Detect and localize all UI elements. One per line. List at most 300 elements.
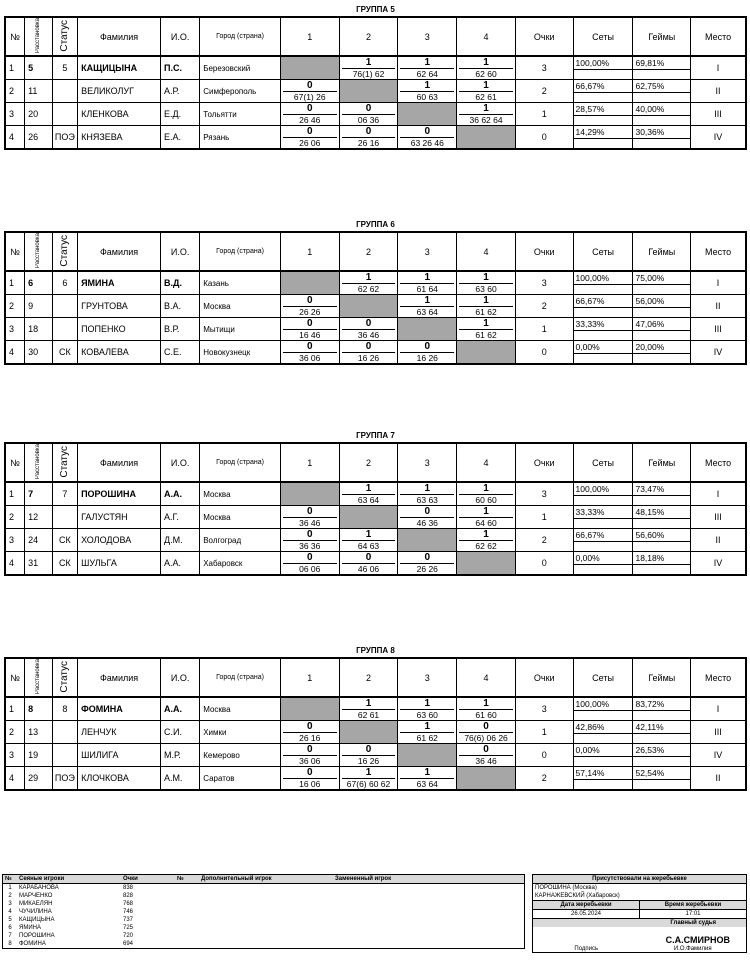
match-result-cell [280, 295, 339, 318]
header-status-text: Статус [59, 660, 71, 693]
player-status [52, 295, 77, 318]
row-number: 4 [5, 552, 25, 576]
match-result-cell [398, 506, 457, 529]
player-place: II [691, 295, 746, 318]
player-place: I [691, 271, 746, 295]
match-score: 36 46 [459, 755, 513, 766]
player-place: III [691, 506, 746, 529]
seeded-num: 7 [8, 933, 12, 939]
match-win-flag: 0 [365, 318, 372, 330]
match-result-cell [339, 482, 398, 506]
seeded-points-header: Очки [121, 875, 175, 884]
match-result-cell [398, 56, 457, 80]
empty-cell [333, 892, 525, 900]
empty-cell [175, 892, 199, 900]
match-result-cell [280, 103, 339, 126]
seeded-row [3, 932, 525, 940]
header-col-4: 4 [457, 232, 516, 271]
player-points: 0 [515, 552, 573, 576]
player-status: СК [52, 341, 77, 365]
match-win-flag: 1 [424, 272, 431, 284]
player-games-percent: 26,53% [633, 744, 690, 757]
header-initials: И.О. [161, 232, 200, 271]
table-row [5, 482, 746, 506]
header-seed [25, 658, 53, 697]
match-win-flag: 0 [306, 126, 313, 138]
match-win-flag: 1 [483, 57, 489, 69]
row-number: 3 [5, 318, 25, 341]
match-score: 63 64 [400, 306, 454, 317]
player-games-cell [633, 103, 691, 126]
group-table [4, 16, 747, 150]
header-col-4: 4 [457, 17, 516, 56]
player-points: 1 [515, 318, 573, 341]
header-col-2: 2 [339, 443, 398, 482]
player-games-cell [633, 271, 691, 295]
match-win-flag: 1 [483, 318, 489, 330]
table-row [5, 56, 746, 80]
player-status: 6 [52, 271, 77, 295]
header-col-2: 2 [339, 658, 398, 697]
match-result-cell [457, 721, 516, 744]
draw-date: 26.05.2024 [570, 911, 602, 917]
seeded-num: 8 [8, 941, 12, 947]
seed-number: 5 [25, 56, 53, 80]
match-score: 62 61 [342, 709, 396, 720]
match-score: 60 63 [400, 91, 454, 102]
player-games-cell [633, 341, 691, 365]
header-city: Город (страна) [200, 443, 281, 482]
player-surname: ЯМИНА [78, 271, 161, 295]
player-status: ПОЭ [52, 126, 77, 150]
player-sets-percent: 42,86% [574, 721, 633, 734]
seeded-name: КАРАБАНОВА [19, 885, 59, 891]
player-points: 2 [515, 529, 573, 552]
player-games-cell [633, 126, 691, 150]
present-name: ПОРОШИНА (Москва) [535, 885, 597, 891]
match-win-flag: 0 [306, 103, 313, 115]
match-score: 06 36 [342, 114, 396, 125]
player-place: I [691, 482, 746, 506]
player-city: Саратов [200, 767, 281, 791]
header-status [52, 658, 77, 697]
player-games-percent: 47,06% [633, 318, 690, 331]
match-result-cell [280, 80, 339, 103]
player-games-cell [633, 721, 691, 744]
table-row [5, 767, 746, 791]
seeded-num: 1 [8, 885, 12, 891]
player-initials: Е.А. [161, 126, 200, 150]
match-score: 64 60 [459, 517, 513, 528]
empty-cell [175, 916, 199, 924]
player-surname: КОВАЛЕВА [78, 341, 161, 365]
match-result-cell [398, 295, 457, 318]
seeded-name: ПОРОШИНА [19, 933, 55, 939]
match-result-cell [457, 103, 516, 126]
header-col-3: 3 [398, 232, 457, 271]
self-match-cell [280, 56, 339, 80]
match-result-cell [457, 295, 516, 318]
row-number: 1 [5, 482, 25, 506]
group-title: ГРУППА 6 [356, 220, 395, 229]
player-sets-percent: 33,33% [574, 506, 633, 519]
match-score: 61 62 [459, 329, 513, 340]
player-city: Казань [200, 271, 281, 295]
player-surname: КАЩИЦЫНА [78, 56, 161, 80]
self-match-cell [280, 271, 339, 295]
player-points: 2 [515, 80, 573, 103]
player-place: III [691, 103, 746, 126]
match-win-flag: 0 [306, 80, 313, 92]
seeded-num-header: № [3, 875, 18, 884]
empty-cell [199, 924, 333, 932]
player-sets-percent: 100,00% [574, 57, 633, 70]
match-win-flag: 1 [365, 529, 372, 541]
group-title: ГРУППА 5 [356, 5, 395, 14]
seed-number: 12 [25, 506, 53, 529]
player-surname: ГРУНТОВА [78, 295, 161, 318]
player-city: Мытищи [200, 318, 281, 341]
table-row [5, 341, 746, 365]
player-surname: КНЯЗЕВА [78, 126, 161, 150]
player-initials: М.Р. [161, 744, 200, 767]
match-win-flag: 1 [424, 483, 431, 495]
player-sets-percent: 100,00% [574, 698, 633, 711]
match-result-cell [339, 767, 398, 791]
chief-judge-label: Главный судья [670, 920, 716, 926]
player-sets-cell [573, 126, 633, 150]
draw-time: 17:01 [639, 910, 746, 918]
player-sets-percent: 33,33% [574, 318, 633, 331]
match-win-flag: 0 [306, 318, 313, 330]
seeded-row [3, 940, 525, 949]
player-status [52, 744, 77, 767]
seed-number: 24 [25, 529, 53, 552]
player-sets-cell [573, 744, 633, 767]
player-sets-percent: 14,29% [574, 126, 633, 139]
match-score: 06 06 [283, 563, 337, 574]
match-win-flag: 1 [483, 103, 489, 115]
player-sets-cell [573, 529, 633, 552]
match-score: 26 16 [283, 732, 337, 743]
fio-label: И.О.Фамилия [673, 946, 712, 952]
match-result-cell [398, 697, 457, 721]
match-result-cell [280, 529, 339, 552]
header-city: Город (страна) [200, 658, 281, 697]
empty-cell [199, 908, 333, 916]
header-initials: И.О. [161, 658, 200, 697]
seed-number: 11 [25, 80, 53, 103]
self-match-cell [280, 482, 339, 506]
row-number: 1 [5, 271, 25, 295]
match-win-flag: 1 [483, 272, 489, 284]
header-place: Место [691, 658, 746, 697]
player-games-percent: 20,00% [633, 341, 690, 354]
player-status [52, 318, 77, 341]
player-points: 3 [515, 56, 573, 80]
player-games-cell [633, 697, 691, 721]
group-5 [4, 4, 747, 150]
match-result-cell [398, 552, 457, 576]
match-score: 16 26 [342, 352, 396, 363]
match-result-cell [398, 341, 457, 365]
seed-number: 29 [25, 767, 53, 791]
empty-cell [333, 932, 525, 940]
match-score: 62 61 [459, 91, 513, 102]
player-place: I [691, 697, 746, 721]
group-title: ГРУППА 8 [356, 646, 395, 655]
player-points: 3 [515, 271, 573, 295]
seeded-name: МИКАЕЛЯН [19, 901, 53, 907]
header-status-text: Статус [59, 445, 71, 478]
player-status [52, 721, 77, 744]
player-surname: ФОМИНА [78, 697, 161, 721]
match-win-flag: 0 [424, 506, 431, 518]
table-row [5, 318, 746, 341]
player-surname: ХОЛОДОВА [78, 529, 161, 552]
match-result-cell [457, 56, 516, 80]
player-place: II [691, 529, 746, 552]
empty-cell [175, 924, 199, 932]
player-city: Химки [200, 721, 281, 744]
match-score: 61 62 [459, 306, 513, 317]
player-sets-percent: 66,67% [574, 80, 633, 93]
seeded-row [3, 892, 525, 900]
seeded-name: МАРЧЕНКО [19, 893, 53, 899]
seed-number: 13 [25, 721, 53, 744]
player-sets-percent: 0,00% [574, 552, 633, 565]
player-status: ПОЭ [52, 767, 77, 791]
match-score: 61 64 [400, 283, 454, 294]
player-sets-cell [573, 721, 633, 744]
empty-cell [175, 932, 199, 940]
player-points: 0 [515, 341, 573, 365]
table-row [5, 271, 746, 295]
seeded-points: 725 [123, 925, 134, 931]
player-points: 0 [515, 126, 573, 150]
self-match-cell [457, 341, 516, 365]
match-score: 16 26 [400, 352, 454, 363]
header-city: Город (страна) [200, 232, 281, 271]
player-city: Новокузнецк [200, 341, 281, 365]
player-initials: Е.Д. [161, 103, 200, 126]
player-status [52, 80, 77, 103]
row-number: 4 [5, 341, 25, 365]
match-score: 76(1) 62 [342, 68, 396, 79]
group-title: ГРУППА 7 [356, 431, 395, 440]
seeded-points: 746 [123, 909, 134, 915]
match-result-cell [457, 744, 516, 767]
match-result-cell [339, 697, 398, 721]
player-games-percent: 30,36% [633, 126, 690, 139]
match-win-flag: 0 [424, 552, 431, 564]
row-number: 2 [5, 506, 25, 529]
player-sets-percent: 100,00% [574, 272, 633, 285]
player-points: 1 [515, 103, 573, 126]
player-initials: Д.М. [161, 529, 200, 552]
match-score: 61 62 [400, 732, 454, 743]
seeded-points: 720 [123, 933, 134, 939]
player-city: Березовский [200, 56, 281, 80]
header-col-1: 1 [280, 443, 339, 482]
header-status-text: Статус [59, 19, 71, 52]
row-number: 2 [5, 80, 25, 103]
player-initials: В.А. [161, 295, 200, 318]
player-place: IV [691, 126, 746, 150]
match-win-flag: 0 [306, 529, 313, 541]
empty-cell [333, 940, 525, 949]
player-sets-percent: 0,00% [574, 744, 633, 757]
header-initials: И.О. [161, 17, 200, 56]
player-status: 8 [52, 697, 77, 721]
player-status: СК [52, 529, 77, 552]
match-score: 63 63 [400, 494, 454, 505]
seeded-points: 737 [123, 917, 134, 923]
match-score: 26 16 [342, 137, 396, 148]
player-place: IV [691, 552, 746, 576]
header-col-2: 2 [339, 232, 398, 271]
match-score: 16 46 [283, 329, 337, 340]
player-games-percent: 69,81% [633, 57, 690, 70]
draw-time-label: Время жеребьевки [639, 901, 746, 909]
header-seed [25, 232, 53, 271]
match-score: 63 60 [459, 283, 513, 294]
header-points: Очки [515, 443, 573, 482]
player-games-percent: 40,00% [633, 103, 690, 116]
match-win-flag: 0 [306, 341, 313, 353]
match-result-cell [339, 529, 398, 552]
header-seed [25, 443, 53, 482]
seeded-name: КАЩИЦЫНА [19, 917, 55, 923]
header-surname: Фамилия [78, 658, 161, 697]
player-status [52, 506, 77, 529]
player-place: II [691, 767, 746, 791]
match-score: 36 46 [342, 329, 396, 340]
seed-number: 9 [25, 295, 53, 318]
self-match-cell [457, 767, 516, 791]
match-result-cell [398, 80, 457, 103]
player-points: 1 [515, 721, 573, 744]
player-surname: ПОПЕНКО [78, 318, 161, 341]
empty-cell [333, 924, 525, 932]
match-win-flag: 0 [365, 126, 372, 138]
player-initials: А.А. [161, 552, 200, 576]
match-win-flag: 1 [483, 295, 489, 307]
table-row [5, 80, 746, 103]
header-points: Очки [515, 17, 573, 56]
player-status: 5 [52, 56, 77, 80]
seeded-name: ФОМИНА [19, 941, 46, 947]
match-result-cell [398, 721, 457, 744]
seeded-num: 3 [8, 901, 12, 907]
seed-number: 30 [25, 341, 53, 365]
seed-number: 26 [25, 126, 53, 150]
match-win-flag: 0 [424, 126, 431, 138]
player-city: Кемерово [200, 744, 281, 767]
row-number: 4 [5, 126, 25, 150]
player-sets-cell [573, 697, 633, 721]
header-num: № [5, 232, 25, 271]
match-score: 26 26 [400, 563, 454, 574]
header-col-3: 3 [398, 658, 457, 697]
self-match-cell [339, 80, 398, 103]
player-city: Волгоград [200, 529, 281, 552]
match-result-cell [280, 318, 339, 341]
player-sets-cell [573, 767, 633, 791]
extra-num-header: № [175, 875, 199, 884]
player-games-percent: 48,15% [633, 506, 690, 519]
match-result-cell [339, 126, 398, 150]
player-games-percent: 73,47% [633, 483, 690, 496]
seeded-num: 5 [8, 917, 12, 923]
table-row [5, 126, 746, 150]
row-number: 3 [5, 103, 25, 126]
seed-number: 18 [25, 318, 53, 341]
match-score: 64 63 [342, 540, 396, 551]
row-number: 1 [5, 697, 25, 721]
empty-cell [199, 892, 333, 900]
match-win-flag: 0 [483, 721, 489, 733]
table-row [5, 697, 746, 721]
player-city: Москва [200, 295, 281, 318]
player-status: СК [52, 552, 77, 576]
header-col-3: 3 [398, 17, 457, 56]
match-result-cell [280, 721, 339, 744]
match-score: 26 46 [283, 114, 337, 125]
match-result-cell [398, 126, 457, 150]
header-status [52, 443, 77, 482]
player-city: Москва [200, 506, 281, 529]
draw-attendance-panel [532, 874, 747, 953]
match-win-flag: 0 [306, 552, 313, 564]
match-win-flag: 1 [365, 767, 372, 779]
self-match-cell [339, 721, 398, 744]
player-surname: ГАЛУСТЯН [78, 506, 161, 529]
player-games-cell [633, 56, 691, 80]
match-score: 60 60 [459, 494, 513, 505]
match-score: 61 60 [459, 709, 513, 720]
header-sets: Сеты [573, 658, 633, 697]
match-win-flag: 1 [365, 698, 372, 710]
match-win-flag: 0 [365, 341, 372, 353]
match-result-cell [339, 271, 398, 295]
player-sets-percent: 57,14% [574, 767, 633, 780]
header-col-3: 3 [398, 443, 457, 482]
match-score: 62 60 [459, 68, 513, 79]
player-sets-cell [573, 318, 633, 341]
table-row [5, 506, 746, 529]
header-col-4: 4 [457, 658, 516, 697]
header-col-1: 1 [280, 232, 339, 271]
player-sets-percent: 0,00% [574, 341, 633, 354]
player-place: IV [691, 744, 746, 767]
match-result-cell [398, 271, 457, 295]
self-match-cell [398, 529, 457, 552]
match-result-cell [339, 56, 398, 80]
player-points: 1 [515, 506, 573, 529]
match-score: 67(1) 26 [283, 91, 337, 102]
match-score: 36 06 [283, 352, 337, 363]
header-surname: Фамилия [78, 232, 161, 271]
player-sets-cell [573, 271, 633, 295]
seeded-points: 828 [123, 893, 134, 899]
self-match-cell [398, 744, 457, 767]
player-initials: А.М. [161, 767, 200, 791]
header-city: Город (страна) [200, 17, 281, 56]
player-surname: КЛЕНКОВА [78, 103, 161, 126]
seeded-name: ЧУЧИЛИНА [19, 909, 52, 915]
player-status: 7 [52, 482, 77, 506]
